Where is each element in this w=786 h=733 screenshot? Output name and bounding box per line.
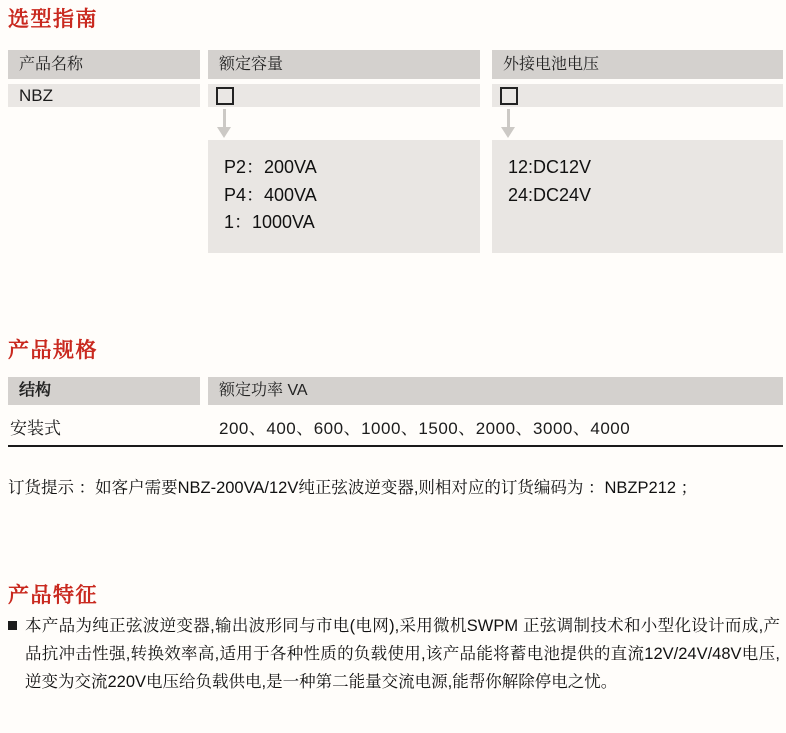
capacity-option: 1：1000VA bbox=[224, 212, 315, 232]
code-placeholder-box-icon bbox=[216, 87, 234, 105]
rated-capacity-options-box bbox=[208, 140, 480, 253]
rated-power-values: 200、400、600、1000、1500、2000、3000、4000 bbox=[219, 419, 631, 438]
selection-guide-title: 选型指南 bbox=[8, 8, 98, 31]
spec-table-row bbox=[8, 405, 783, 447]
down-arrow-icon bbox=[492, 107, 783, 140]
structure-value: 安装式 bbox=[10, 419, 61, 438]
column-product-name bbox=[8, 50, 200, 107]
column-battery-voltage bbox=[492, 50, 783, 253]
down-arrow-icon bbox=[208, 107, 480, 140]
rated-power-header: 额定功率 VA bbox=[208, 377, 783, 405]
selection-guide-table bbox=[8, 50, 783, 255]
bullet-square-icon bbox=[8, 621, 17, 630]
spec-table-header-row bbox=[8, 377, 783, 405]
specifications-table bbox=[8, 377, 783, 447]
product-name-header: 产品名称 bbox=[8, 50, 200, 79]
voltage-option: 24:DC24V bbox=[508, 184, 592, 205]
code-placeholder-box-icon bbox=[500, 87, 518, 105]
capacity-option: P2：200VA bbox=[224, 157, 317, 177]
feature-bullet-item bbox=[8, 612, 780, 696]
rated-capacity-header: 额定容量 bbox=[208, 50, 480, 79]
specifications-title: 产品规格 bbox=[8, 339, 98, 362]
order-note: 订货提示 ：如客户需要NBZ-200VA/12V纯正弦波逆变器,则相对应的订货编码为 ：NBZP212 ； bbox=[8, 479, 698, 497]
battery-voltage-code-cell bbox=[492, 84, 783, 107]
rated-capacity-code-cell bbox=[208, 84, 480, 107]
battery-voltage-header: 外接电池电压 bbox=[492, 50, 783, 79]
capacity-option: P4：400VA bbox=[224, 184, 317, 205]
features-title: 产品特征 bbox=[8, 584, 98, 607]
battery-voltage-options-box bbox=[492, 140, 783, 253]
structure-header: 结构 bbox=[8, 377, 200, 405]
product-name-value: NBZ bbox=[8, 84, 200, 107]
column-rated-capacity bbox=[208, 50, 480, 253]
voltage-option: 12:DC12V bbox=[508, 157, 592, 177]
feature-text: 本产品为纯正弦波逆变器,输出波形同与市电(电网),采用微机SWPM 正弦调制技术和小型化设计而成,产品抗冲击性强,转换效率高,适用于各种性质的负载使用,该产品能将蓄电池提供的直流12V/24V/48V电压,逆变为交流220V电压给负载供电,是一种第二能量交流电源,能帮你解除停电之忧。 bbox=[25, 617, 780, 691]
